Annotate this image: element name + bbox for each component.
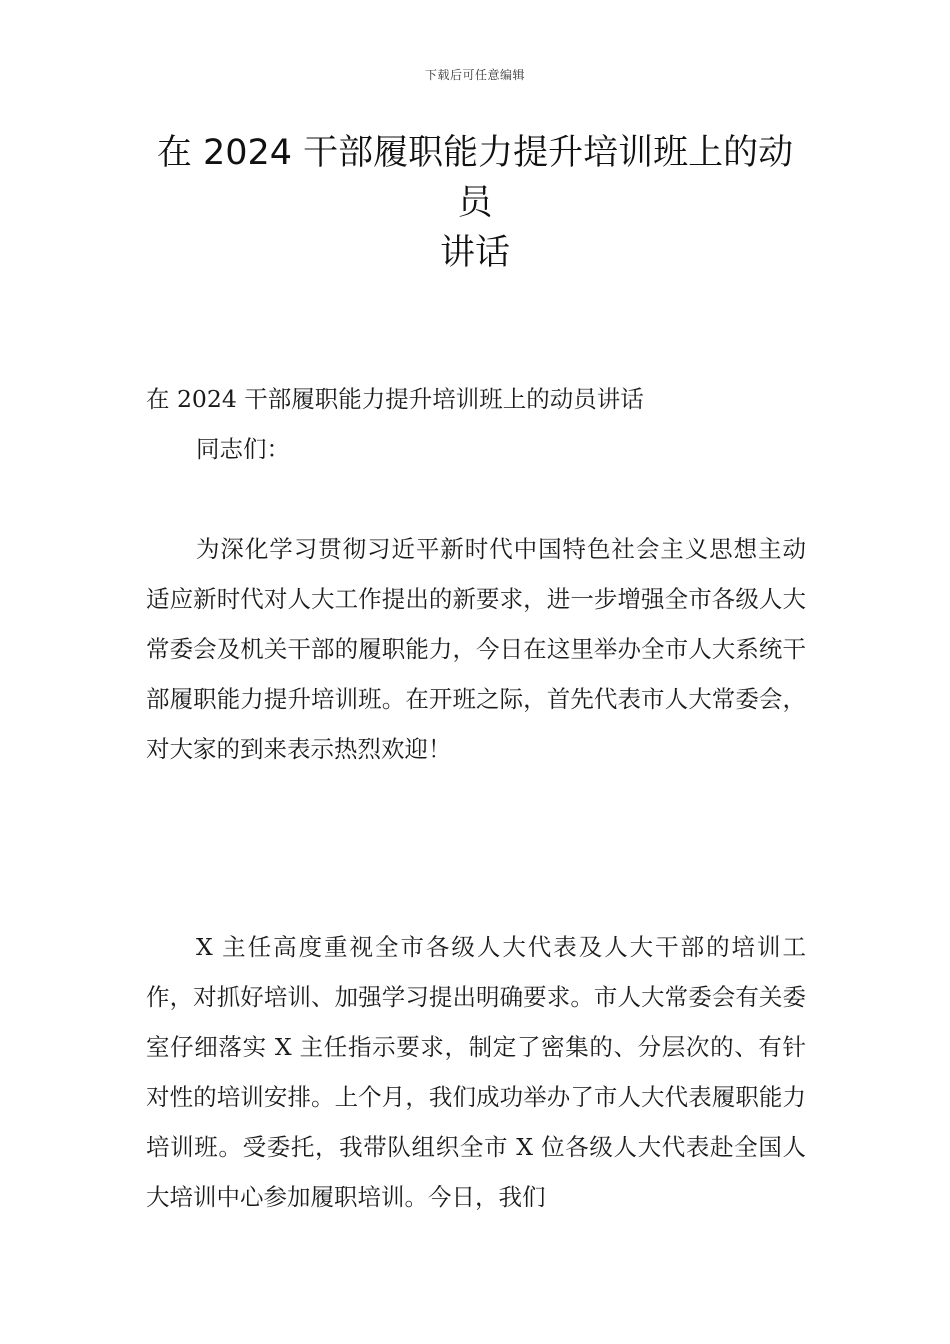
title-line-1: 在 2024 干部履职能力提升培训班上的动员	[156, 133, 794, 223]
paragraph-2: X 主任高度重视全市各级人大代表及人大干部的培训工作，对抓好培训、加强学习提出明确要求。市人大常委会有关委室仔细落实 X 主任指示要求，制定了密集的、分层次的、有针对性的培训安排。上个月，我们成功举办了市人大代表履职能力培训班。受委托，我带队组织全市 X 位各级人大代表赴全国人大培训中心参加履职培训。今日，我们	[146, 933, 806, 1211]
document-title	[140, 128, 810, 278]
header-note: 下载后可任意编辑	[424, 68, 525, 82]
title-line-2: 讲话	[439, 233, 510, 273]
paragraph-1: 为深化学习贯彻习近平新时代中国特色社会主义思想主动适应新时代对人大工作提出的新要求，进一步增强全市各级人大常委会及机关干部的履职能力，今日在这里举办全市人大系统干部履职能力提升培训班。在开班之际，首先代表市人大常委会，对大家的到来表示热烈欢迎！	[146, 535, 806, 763]
salutation: 同志们：	[196, 435, 290, 463]
speech-subtitle: 在 2024 干部履职能力提升培训班上的动员讲话	[146, 385, 644, 413]
